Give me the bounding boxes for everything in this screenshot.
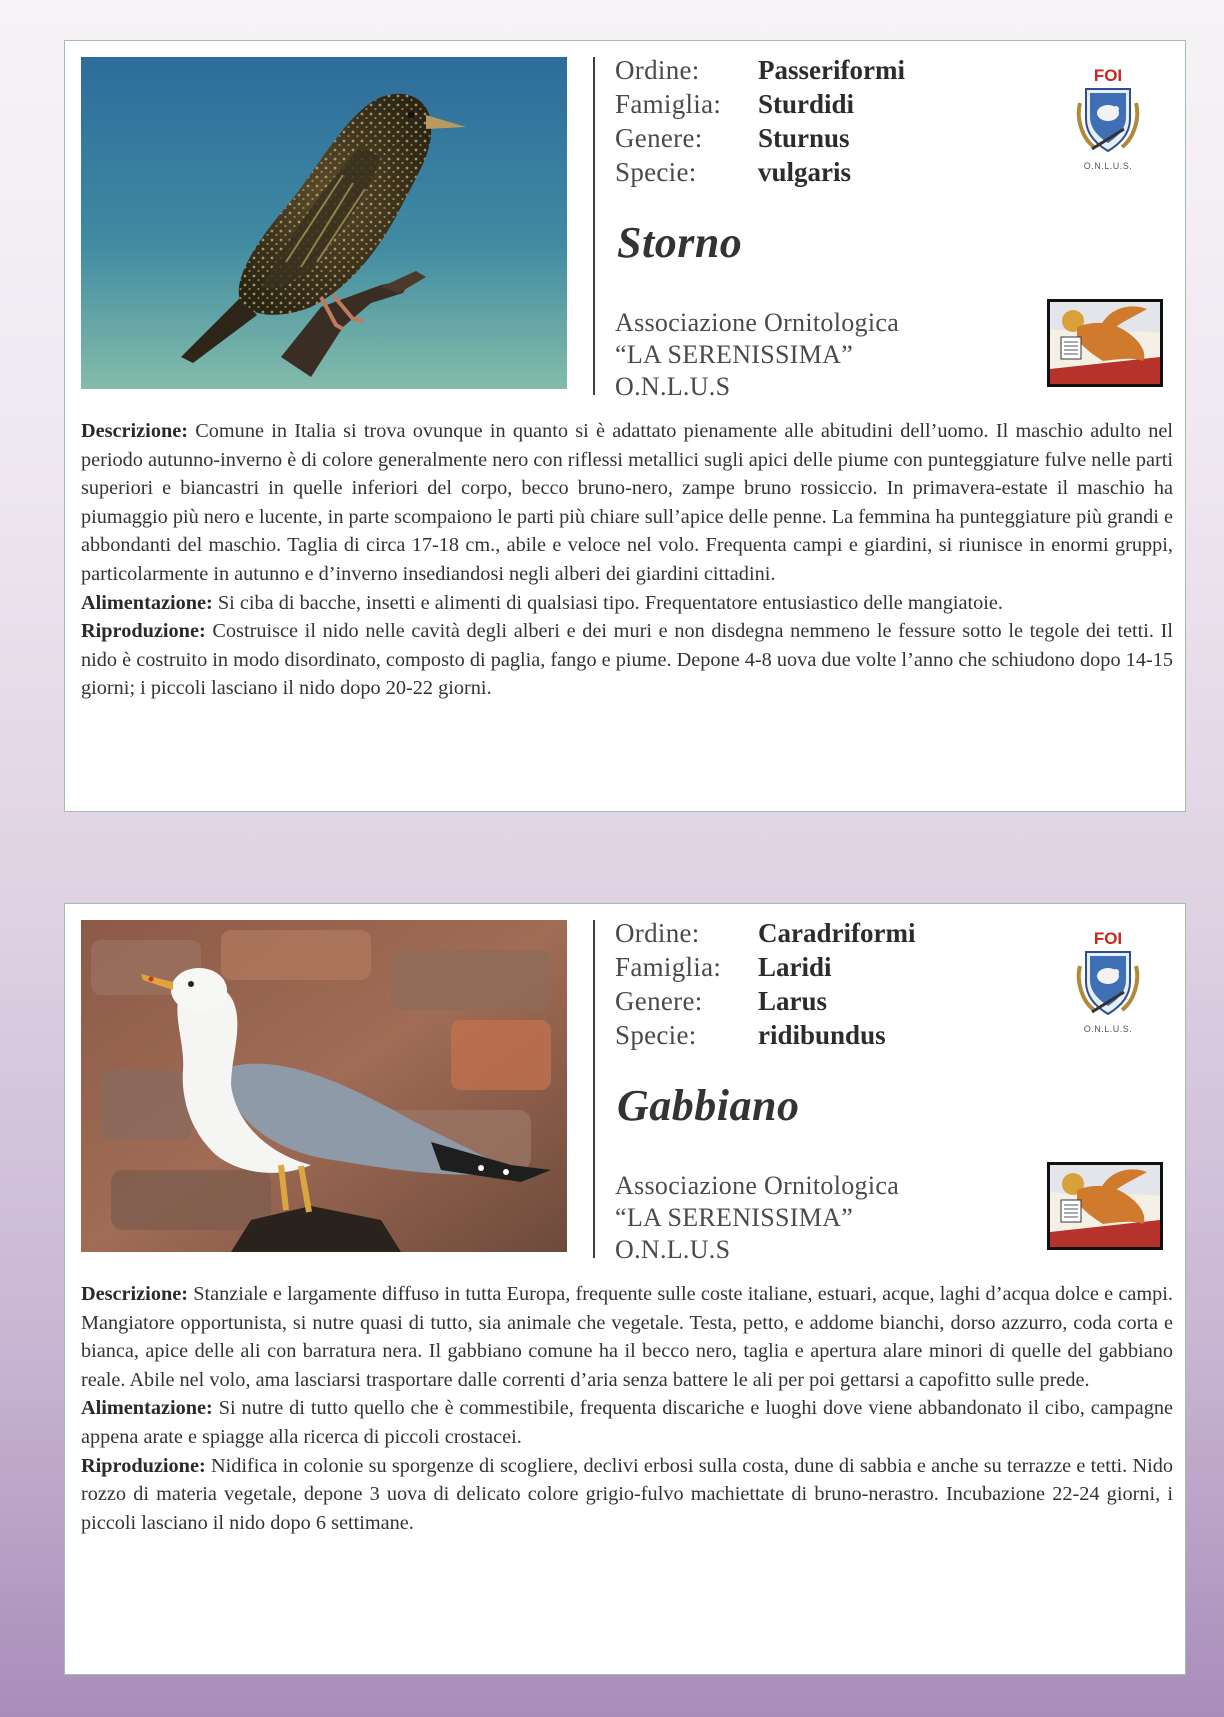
taxonomy-row-family [615, 950, 915, 984]
foi-logo [1065, 63, 1151, 183]
species-name: Storno [617, 218, 743, 267]
taxonomy-key: Specie: [615, 157, 697, 187]
divider-line [593, 920, 595, 1258]
starling-photo [81, 57, 567, 389]
description-paragraph [81, 417, 1173, 589]
association-title: “LA SERENISSIMA” [615, 340, 854, 369]
reproduction-text: Costruisce il nido nelle cavità degli alberi e dei muri e non disdegna nemmeno le fessure sotto le tegole dei tetti. Il nido è costruito in modo disordinato, composto di paglia, fango e piume. Depone 4-8 uova due volte l’anno che schiudono dopo 14-15 giorni; i piccoli lasciano il nido dopo 20-22 giorni. [81, 620, 1173, 700]
taxonomy-value: Passeriformi [758, 55, 905, 85]
foi-logo [1065, 926, 1151, 1046]
species-card-gabbiano [64, 903, 1186, 1675]
taxonomy-value: Larus [758, 986, 828, 1016]
taxonomy-row-species [615, 1018, 915, 1052]
foi-caption: O.N.L.U.S. [1083, 1024, 1133, 1034]
foi-crest-icon [1072, 63, 1144, 159]
species-card-storno [64, 40, 1186, 812]
taxonomy-list [615, 53, 905, 189]
taxonomy-key: Genere: [615, 986, 703, 1016]
lion-of-st-mark-icon [1047, 1162, 1163, 1250]
taxonomy-row-order [615, 53, 905, 87]
reproduction-label: Riproduzione: [81, 620, 206, 643]
description-label: Descrizione: [81, 420, 188, 442]
taxonomy-value: ridibundus [758, 1020, 886, 1050]
description-text: Comune in Italia si trova ovunque in quanto si è adattato pienamente alle abitudini dell’uomo. Il maschio adulto nel periodo autunno-inverno è di colore generalmente nero con riflessi metallici sugli apici delle piume con punteggiature fulve nelle parti superiori e biancastri in quelle inferiori del corpo, becco bruno-nero, zampe bruno rossiccio. In primavera-estate il maschio ha piumaggio più nero e lucente, in parte scompaiono le parti più chiare sull’apice delle penne. La femmina ha punteggiature più grandi e abbondanti del maschio. Taglia di circa 17-18 cm., abile e veloce nel volo. Frequenta campi e giardini, si riunisce in enormi gruppi, particolarmente in autunno e d’inverno insediandosi negli alberi dei giardini cittadini. [81, 420, 1173, 585]
association-status: O.N.L.U.S [615, 372, 731, 401]
taxonomy-row-genus [615, 984, 915, 1018]
species-description [81, 417, 1173, 703]
taxonomy-list [615, 916, 915, 1052]
svg-text:FOI: FOI [1093, 929, 1123, 948]
taxonomy-key: Famiglia: [615, 952, 722, 982]
divider-line [593, 57, 595, 395]
association-title: “LA SERENISSIMA” [615, 1203, 854, 1232]
species-description [81, 1280, 1173, 1537]
taxonomy-value: Caradriformi [758, 918, 916, 948]
foi-crest-icon [1072, 926, 1144, 1022]
taxonomy-row-family [615, 87, 905, 121]
taxonomy-row-order [615, 916, 915, 950]
taxonomy-key: Famiglia: [615, 89, 722, 119]
taxonomy-key: Specie: [615, 1020, 697, 1050]
svg-text:FOI: FOI [1093, 66, 1123, 85]
serenissima-lion-logo [1047, 1162, 1163, 1250]
food-text: Si nutre di tutto quello che è commestibile, frequenta discariche e luoghi dove viene abbandonato il cibo, campagne appena arate e spiagge alla ricerca di piccoli crostacei. [81, 1397, 1173, 1448]
taxonomy-row-genus [615, 121, 905, 155]
starling-illustration [81, 57, 567, 389]
reproduction-paragraph [81, 1452, 1173, 1538]
description-label: Descrizione: [81, 1283, 188, 1305]
taxonomy-value: Laridi [758, 952, 832, 982]
food-paragraph [81, 1394, 1173, 1451]
reproduction-paragraph [81, 617, 1173, 703]
association-status: O.N.L.U.S [615, 1235, 731, 1264]
gull-illustration [81, 920, 567, 1252]
lion-of-st-mark-icon [1047, 299, 1163, 387]
description-paragraph [81, 1280, 1173, 1394]
association-block [615, 1170, 899, 1266]
food-label: Alimentazione: [81, 1397, 213, 1420]
food-paragraph [81, 589, 1173, 618]
taxonomy-row-species [615, 155, 905, 189]
taxonomy-key: Ordine: [615, 918, 700, 948]
foi-caption: O.N.L.U.S. [1083, 161, 1133, 171]
taxonomy-key: Ordine: [615, 55, 700, 85]
taxonomy-value: Sturdidi [758, 89, 855, 119]
association-name: Associazione Ornitologica [615, 308, 900, 337]
food-text: Si ciba di bacche, insetti e alimenti di qualsiasi tipo. Frequentatore entusiastico delle mangiatoie. [217, 591, 1004, 614]
gull-photo [81, 920, 567, 1252]
taxonomy-value: vulgaris [758, 157, 852, 187]
taxonomy-value: Sturnus [758, 123, 850, 153]
reproduction-label: Riproduzione: [81, 1454, 206, 1477]
taxonomy-key: Genere: [615, 123, 703, 153]
food-label: Alimentazione: [81, 591, 213, 614]
species-name: Gabbiano [617, 1081, 800, 1130]
description-text: Stanziale e largamente diffuso in tutta Europa, frequente sulle coste italiane, estuari, acque, laghi d’acqua dolce e campi. Mangiatore opportunista, si nutre quasi di tutto, sia animale che vegetale. Testa, petto, e addome bianchi, dorso azzurro, coda corta e bianca, apice delle ali con barratura nera. Il gabbiano comune ha il becco nero, taglia e apertura alare minori di quelle del gabbiano reale. Abile nel volo, ama lasciarsi trasportare dalle correnti d’aria senza battere le ali per poi gettarsi a capofitto sulle prede. [81, 1283, 1173, 1391]
association-name: Associazione Ornitologica [615, 1171, 900, 1200]
serenissima-lion-logo [1047, 299, 1163, 387]
reproduction-text: Nidifica in colonie su sporgenze di scogliere, declivi erbosi sulla costa, dune di sabbia e anche su terrazze e tetti. Nido rozzo di materia vegetale, depone 3 uova di delicato colore grigio-fulvo machiettate di bruno-nerastro. Incubazione 22-24 giorni, i piccoli lasciano il nido dopo 6 settimane. [81, 1454, 1174, 1534]
association-block [615, 307, 899, 403]
